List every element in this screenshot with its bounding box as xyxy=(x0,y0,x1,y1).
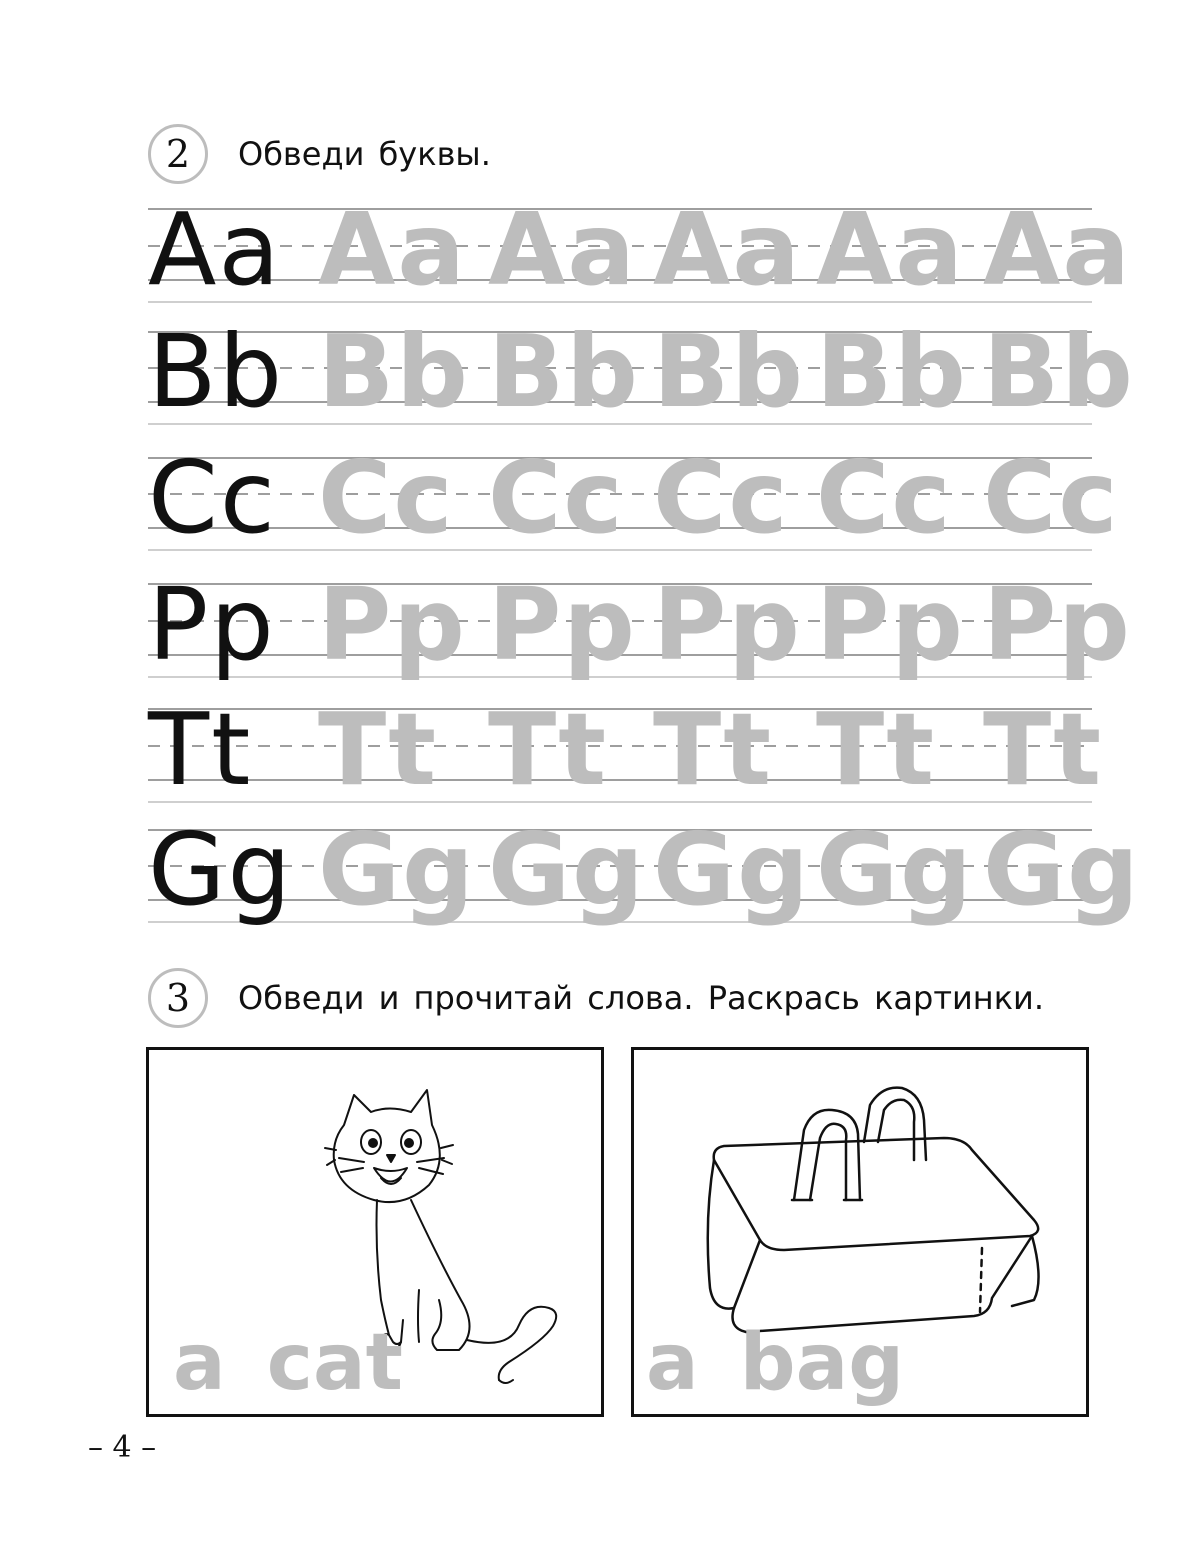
trace-letters[interactable]: Aa xyxy=(318,191,467,308)
trace-letters[interactable]: Pp xyxy=(653,566,802,683)
letter-row xyxy=(148,566,1132,710)
model-letters: Pp xyxy=(148,566,276,683)
trace-letters[interactable]: Bb xyxy=(318,313,470,430)
bag-card xyxy=(631,1047,1089,1417)
trace-letters[interactable]: Bb xyxy=(653,313,805,430)
trace-letters[interactable]: Gg xyxy=(653,811,811,928)
model-letters: Bb xyxy=(148,313,285,430)
trace-letters[interactable]: Cc xyxy=(318,439,455,556)
letter-row xyxy=(148,439,1120,584)
trace-letters[interactable]: Bb xyxy=(816,313,968,430)
model-letters: Cc xyxy=(148,439,277,556)
trace-letters[interactable]: Tt xyxy=(816,691,937,808)
letter-row xyxy=(148,811,1141,956)
trace-letters[interactable]: Gg xyxy=(983,811,1141,928)
trace-letters[interactable]: Cc xyxy=(488,439,625,556)
task-number-2: 2 xyxy=(148,124,208,184)
task-2-instruction: Обведи буквы. xyxy=(238,135,491,173)
trace-letters[interactable]: Cc xyxy=(983,439,1120,556)
trace-letters[interactable]: Bb xyxy=(983,313,1135,430)
task-2 xyxy=(148,124,491,184)
trace-letters[interactable]: Aa xyxy=(816,191,965,308)
cat-card xyxy=(146,1047,604,1417)
trace-letters[interactable]: Aa xyxy=(653,191,802,308)
trace-letters[interactable]: Gg xyxy=(318,811,476,928)
trace-letters[interactable]: Bb xyxy=(488,313,640,430)
trace-letters[interactable]: Pp xyxy=(816,566,965,683)
trace-letters[interactable]: Tt xyxy=(653,691,774,808)
trace-letters[interactable]: Gg xyxy=(488,811,646,928)
task-3 xyxy=(148,968,1044,1028)
model-letters: Aa xyxy=(148,191,282,308)
trace-letters[interactable]: Pp xyxy=(318,566,467,683)
trace-letters[interactable]: Aa xyxy=(983,191,1132,308)
model-letters: Tt xyxy=(148,691,253,808)
trace-letters[interactable]: Pp xyxy=(488,566,637,683)
model-letters: Gg xyxy=(148,811,293,928)
trace-letters[interactable]: Aa xyxy=(488,191,637,308)
task-3-instruction: Обведи и прочитай слова. Раскрась картинки. xyxy=(238,979,1044,1017)
task-number-3: 3 xyxy=(148,968,208,1028)
trace-letters[interactable]: Gg xyxy=(816,811,974,928)
page-number: – 4 – xyxy=(88,1430,157,1465)
word-a-bag: a bag xyxy=(646,1318,905,1408)
trace-letters[interactable]: Tt xyxy=(983,691,1104,808)
trace-letters[interactable]: Cc xyxy=(653,439,790,556)
trace-letters[interactable]: Tt xyxy=(488,691,609,808)
word-a-cat: a cat xyxy=(173,1318,403,1408)
trace-letters[interactable]: Pp xyxy=(983,566,1132,683)
trace-letters[interactable]: Cc xyxy=(816,439,953,556)
trace-letters[interactable]: Tt xyxy=(318,691,439,808)
